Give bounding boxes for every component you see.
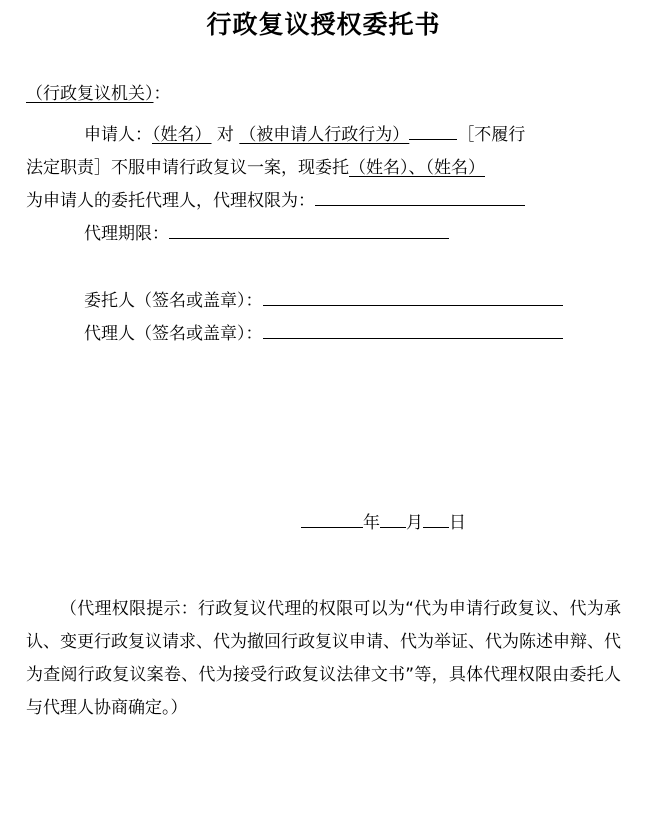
agency-scope-note-text: （代理权限提示：行政复议代理的权限可以为“代为申请行政复议、代为承认、变更行政复议请求、代为撤回行政复议申请、代为举证、代为陈述申辩、代为查阅行政复议案卷、代为接受行政复议法律文书”等，具体代理权限由委托人与代理人协商确定。） (26, 599, 621, 718)
applicant-label: 申请人： (84, 125, 152, 145)
year-label: 年 (363, 513, 380, 533)
principal-label: 委托人（签名或盖章）： (84, 291, 263, 311)
day-blank (423, 510, 449, 528)
authority-colon: ： (153, 84, 171, 104)
day-label: 日 (449, 513, 466, 533)
agent-signature-blank (263, 321, 563, 339)
authority-scope-text: 为申请人的委托代理人，代理权限为： (26, 191, 315, 211)
spacer (26, 251, 621, 285)
authority-line (26, 78, 621, 111)
month-label: 月 (406, 513, 423, 533)
extra-blank-1 (409, 122, 457, 140)
agency-period-label: 代理期限： (84, 224, 169, 244)
agency-period-blank (169, 221, 449, 239)
month-blank (380, 510, 406, 528)
document-body (26, 78, 621, 533)
signature-row-principal (26, 285, 621, 318)
authority-scope-blank (315, 188, 525, 206)
main-paragraph (26, 119, 621, 251)
authority-placeholder: （行政复议机关） (26, 84, 154, 104)
page-title: 行政复议授权委托书 (206, 10, 441, 39)
principal-signature-blank (263, 288, 563, 306)
signature-row-agent (26, 318, 621, 351)
against-word: 对 (211, 125, 240, 145)
respondent-act-blank: （被申请人行政行为） (239, 125, 410, 145)
document-page (0, 8, 647, 827)
agent-name-blank: （姓名）、（姓名） (349, 158, 485, 178)
year-blank (301, 510, 363, 528)
agent-label: 代理人（签名或盖章）： (84, 324, 263, 344)
bracket-text-1: ［不履行 (457, 125, 526, 145)
applicant-name-blank: （姓名） (152, 125, 212, 145)
agency-scope-note (26, 593, 621, 725)
bracket-text-2: 法定职责］不服申请行政复议一案，现委托 (26, 158, 349, 178)
date-line (26, 508, 621, 533)
